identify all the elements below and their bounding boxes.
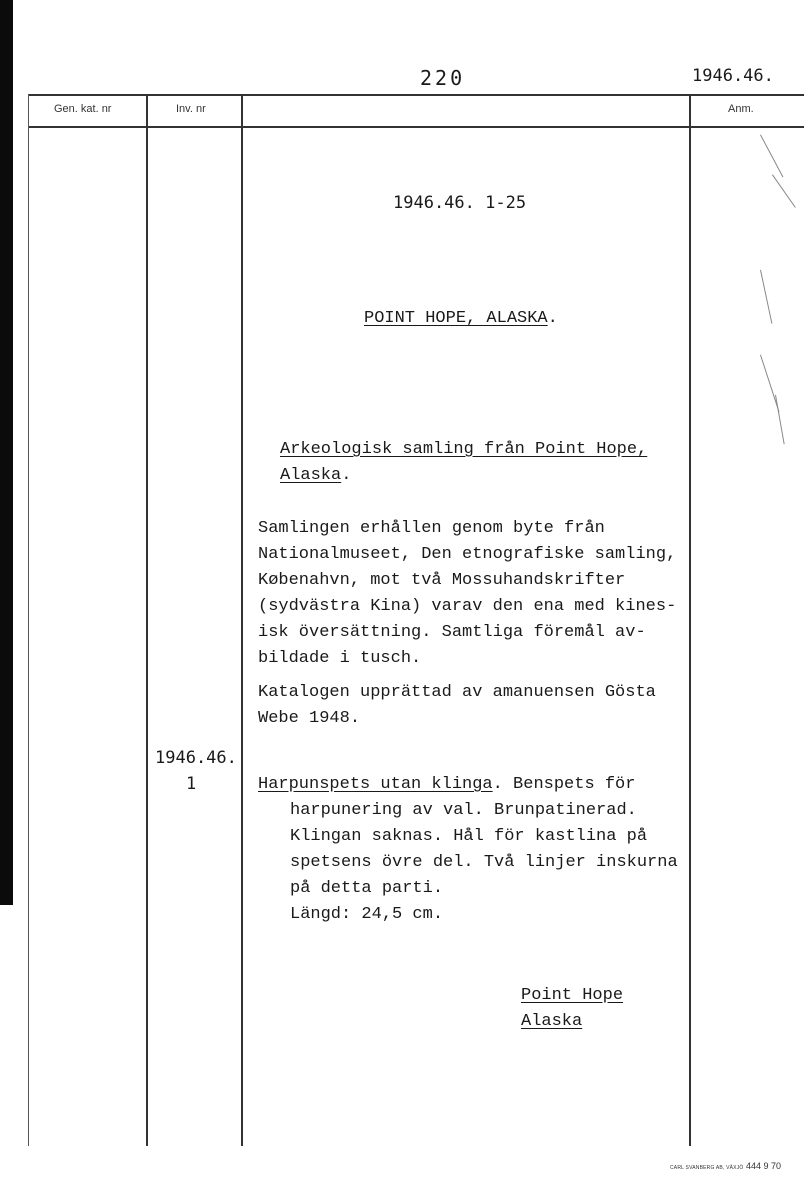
pencil-mark bbox=[760, 270, 772, 324]
collection-title-line2 bbox=[280, 466, 351, 485]
catalog-note-line: Webe 1948. bbox=[258, 709, 361, 728]
entry-title: Harpunspets utan klinga bbox=[258, 775, 493, 794]
page-number: 220 bbox=[420, 66, 466, 90]
entry-place-line2: Alaska bbox=[521, 1012, 583, 1031]
column-divider-1 bbox=[146, 94, 148, 1146]
entry-description-line: på detta parti. bbox=[290, 879, 444, 898]
entry-title-rest: . Benspets för bbox=[492, 775, 636, 794]
form-code: 444 9 70 bbox=[746, 1161, 782, 1171]
catalog-note-line: Katalogen upprättad av amanuensen Gösta bbox=[258, 683, 656, 702]
header-top-rule bbox=[28, 94, 804, 96]
left-border bbox=[28, 94, 29, 1146]
entry-title-line bbox=[258, 775, 635, 794]
printer-imprint bbox=[670, 1161, 781, 1171]
pencil-mark bbox=[760, 135, 783, 178]
location-heading-text: POINT HOPE, ALASKA bbox=[364, 309, 548, 328]
description-line: bildade i tusch. bbox=[258, 649, 422, 668]
entry-description-line: harpunering av val. Brunpatinerad. bbox=[290, 801, 637, 820]
binding-edge bbox=[0, 0, 13, 905]
catalog-range: 1946.46. 1-25 bbox=[393, 193, 527, 213]
collection-title-line2-text: Alaska bbox=[280, 466, 342, 485]
catalog-number-header: 1946.46. bbox=[692, 66, 774, 86]
collection-title-line1: Arkeologisk samling från Point Hope, bbox=[280, 440, 648, 459]
column-header-inv: Inv. nr bbox=[176, 103, 206, 115]
description-line: (sydvästra Kina) varav den ena med kines- bbox=[258, 597, 677, 616]
column-divider-2 bbox=[241, 94, 243, 1146]
location-heading-period: . bbox=[547, 309, 558, 328]
entry-description-line: Klingan saknas. Hål för kastlina på bbox=[290, 827, 648, 846]
entry-description-line: Längd: 24,5 cm. bbox=[290, 905, 444, 924]
description-line: Nationalmuseet, Den etnografiske samling, bbox=[258, 545, 677, 564]
printer-name: CARL SVANBERG AB, VÄXJÖ bbox=[670, 1165, 744, 1171]
entry-description-line: spetsens övre del. Två linjer inskurna bbox=[290, 853, 678, 872]
header-bottom-rule bbox=[28, 126, 804, 128]
column-divider-3 bbox=[689, 94, 691, 1146]
description-line: Købenahvn, mot två Mossuhandskrifter bbox=[258, 571, 626, 590]
location-heading bbox=[364, 309, 558, 328]
description-line: Samlingen erhållen genom byte från bbox=[258, 519, 605, 538]
inventory-prefix: 1946.46. bbox=[155, 748, 237, 768]
description-line: isk översättning. Samtliga föremål av- bbox=[258, 623, 646, 642]
entry-place-line1: Point Hope bbox=[521, 986, 624, 1005]
column-header-gen-kat: Gen. kat. nr bbox=[54, 103, 112, 115]
collection-title-period: . bbox=[341, 466, 352, 485]
inventory-number: 1 bbox=[186, 774, 197, 794]
column-header-anm: Anm. bbox=[728, 103, 754, 115]
pencil-mark bbox=[772, 174, 796, 207]
pencil-mark bbox=[775, 395, 785, 444]
